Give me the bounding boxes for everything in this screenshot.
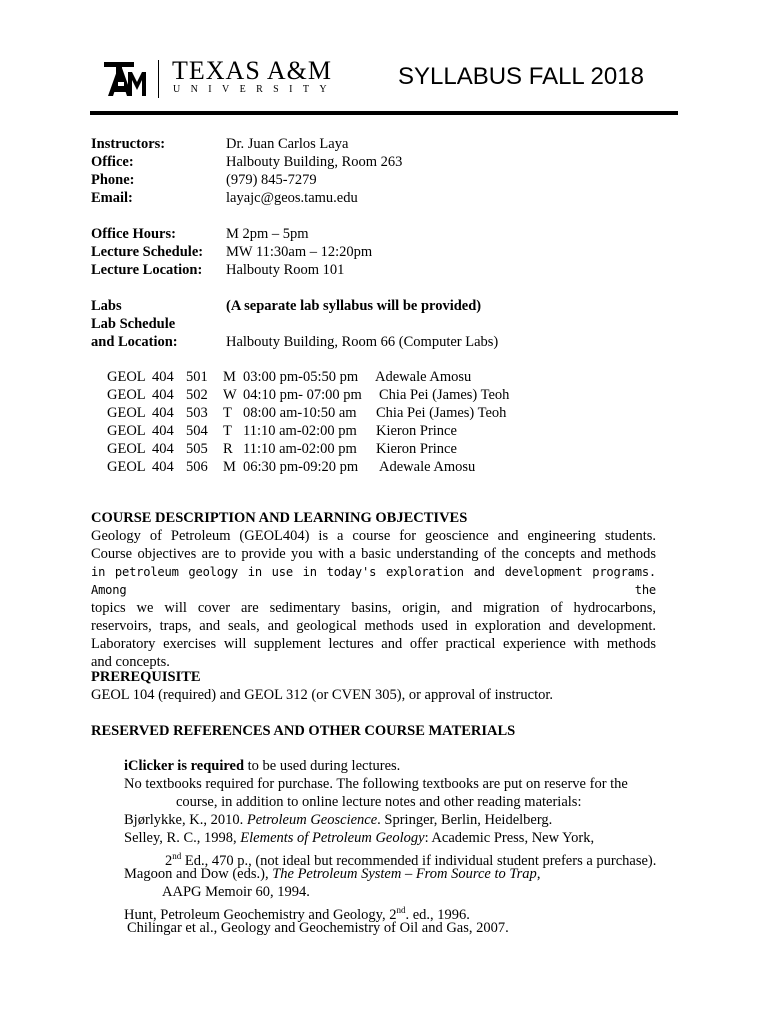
section-time: 04:10 pm- 07:00 pm	[243, 387, 362, 403]
reference-magoon-memoir: AAPG Memoir 60, 1994.	[162, 884, 310, 900]
section-id: 505	[186, 441, 208, 457]
description-line: topics we will cover are sedimentary basins, origin, and migration of hydrocarbons,	[91, 600, 656, 616]
instructors-label: Instructors:	[91, 136, 166, 152]
section-number: 404	[152, 369, 174, 385]
section-number: 404	[152, 405, 174, 421]
email-label: Email:	[91, 190, 133, 206]
section-number: 404	[152, 459, 174, 475]
lecture-location-label: Lecture Location:	[91, 262, 203, 278]
section-day: T	[223, 405, 232, 421]
section-instructor: Kieron Prince	[376, 423, 457, 439]
section-day: R	[223, 441, 233, 457]
section-number: 404	[152, 441, 174, 457]
description-line: and concepts.	[91, 654, 170, 670]
labs-note: (A separate lab syllabus will be provided)	[226, 298, 482, 314]
references-heading	[91, 722, 656, 740]
section-id: 504	[186, 423, 208, 439]
reference-magoon	[124, 865, 540, 883]
office-value: Halbouty Building, Room 263	[226, 154, 403, 170]
ref-comma: ,	[536, 866, 541, 882]
references-heading-text: RESERVED REFERENCES AND OTHER COURSE MATERIALS	[91, 723, 516, 739]
ref-title: Elements of Petroleum Geology	[240, 830, 425, 846]
iclicker-required: iClicker is required	[124, 758, 245, 774]
ref-title: Petroleum Geoscience	[246, 812, 378, 828]
office-label: Office:	[91, 154, 134, 170]
reference-bjorlykke	[124, 811, 552, 829]
lab-location-label: and Location:	[91, 334, 178, 350]
university-name: TEXAS A&M	[172, 56, 332, 85]
ref-edition-note: Ed., 470 p., (not ideal but recommended if individual student prefers a purchase).	[181, 852, 657, 869]
section-instructor: Kieron Prince	[376, 441, 457, 457]
prerequisite-section	[91, 668, 656, 704]
description-line: in petroleum geology in use in today's exploration and development programs. Among the	[91, 565, 656, 597]
ref-edition: 2	[165, 852, 173, 869]
ref-publisher: : Academic Press, New York,	[424, 830, 595, 846]
course-description-heading: COURSE DESCRIPTION AND LEARNING OBJECTIVES	[91, 510, 468, 526]
office-hours-label: Office Hours:	[91, 226, 176, 242]
section-id: 503	[186, 405, 208, 421]
section-instructor: Adewale Amosu	[375, 369, 472, 385]
section-time: 03:00 pm-05:50 pm	[243, 369, 359, 385]
section-time: 11:10 am-02:00 pm	[243, 441, 357, 457]
phone-label: Phone:	[91, 172, 135, 188]
section-time: 08:00 am-10:50 am	[243, 405, 357, 421]
lab-schedule-label: Lab Schedule	[91, 316, 176, 332]
ref-title: The Petroleum System – From Source to Trap	[272, 866, 537, 882]
reference-chilingar: Chilingar et al., Geology and Geochemistry of Oil and Gas, 2007.	[127, 920, 509, 936]
ref-edition-sup: nd	[172, 851, 182, 861]
ref-author: Magoon and Dow (eds.),	[124, 866, 273, 882]
document-header	[0, 0, 768, 115]
description-line: Course objectives are to provide you with a basic understanding of the concepts and methods	[91, 546, 656, 562]
iclicker-rest: to be used during lectures.	[244, 758, 401, 774]
prerequisite-heading: PREREQUISITE	[91, 669, 201, 685]
university-subtitle: UNIVERSITY	[173, 84, 337, 95]
section-instructor: Chia Pei (James) Teoh	[376, 405, 507, 421]
lecture-schedule-value: MW 11:30am – 12:20pm	[226, 244, 373, 260]
section-course: GEOL	[107, 441, 146, 457]
section-time: 11:10 am-02:00 pm	[243, 423, 357, 439]
lab-location-value: Halbouty Building, Room 66 (Computer Labs)	[226, 334, 499, 350]
lecture-location-value: Halbouty Room 101	[226, 262, 345, 278]
section-day: T	[223, 423, 232, 439]
description-line: Laboratory exercises will supplement lectures and offer practical experience with methods	[91, 636, 656, 652]
prerequisite-text: GEOL 104 (required) and GEOL 312 (or CVEN 305), or approval of instructor.	[91, 687, 554, 703]
lecture-schedule-label: Lecture Schedule:	[91, 244, 204, 260]
section-course: GEOL	[107, 387, 146, 403]
section-instructor: Adewale Amosu	[379, 459, 476, 475]
section-instructor: Chia Pei (James) Teoh	[379, 387, 510, 403]
course-description-section	[91, 509, 656, 671]
ref-author: Hunt, Petroleum Geochemistry and Geology, 2	[124, 906, 397, 923]
phone-value: (979) 845-7279	[226, 172, 317, 188]
section-course: GEOL	[107, 369, 146, 385]
section-course: GEOL	[107, 405, 146, 421]
reference-selley	[124, 829, 594, 847]
logo-separator	[158, 60, 159, 98]
section-day: W	[223, 387, 237, 403]
section-number: 404	[152, 423, 174, 439]
ref-publisher: . Springer, Berlin, Heidelberg.	[377, 812, 553, 828]
description-line: Geology of Petroleum (GEOL404) is a course for geoscience and engineering students.	[91, 528, 656, 544]
section-time: 06:30 pm-09:20 pm	[243, 459, 359, 475]
iclicker-line	[124, 757, 400, 775]
section-course: GEOL	[107, 423, 146, 439]
textbooks-line-2: course, in addition to online lecture notes and other reading materials:	[176, 794, 582, 810]
textbooks-line-1: No textbooks required for purchase. The following textbooks are put on reserve for the	[124, 776, 628, 792]
labs-label: Labs	[91, 298, 122, 314]
office-hours-value: M 2pm – 5pm	[226, 226, 309, 242]
section-id: 501	[186, 369, 208, 385]
section-day: M	[223, 459, 236, 475]
instructors-value: Dr. Juan Carlos Laya	[226, 136, 349, 152]
ref-author: Bjørlykke, K., 2010.	[124, 812, 247, 828]
description-line: reservoirs, traps, and seals, and geological methods used in exploration and development.	[91, 618, 656, 634]
email-value[interactable]: layajc@geos.tamu.edu	[226, 190, 358, 206]
ref-author: Selley, R. C., 1998,	[124, 830, 241, 846]
atm-logo-icon	[104, 60, 148, 100]
section-id: 502	[186, 387, 208, 403]
header-rule	[90, 111, 678, 115]
section-day: M	[223, 369, 236, 385]
syllabus-title: SYLLABUS FALL 2018	[398, 63, 644, 90]
section-number: 404	[152, 387, 174, 403]
section-course: GEOL	[107, 459, 146, 475]
ref-edition: . ed., 1996.	[405, 906, 470, 923]
section-id: 506	[186, 459, 208, 475]
ref-edition-sup: nd	[396, 905, 406, 915]
